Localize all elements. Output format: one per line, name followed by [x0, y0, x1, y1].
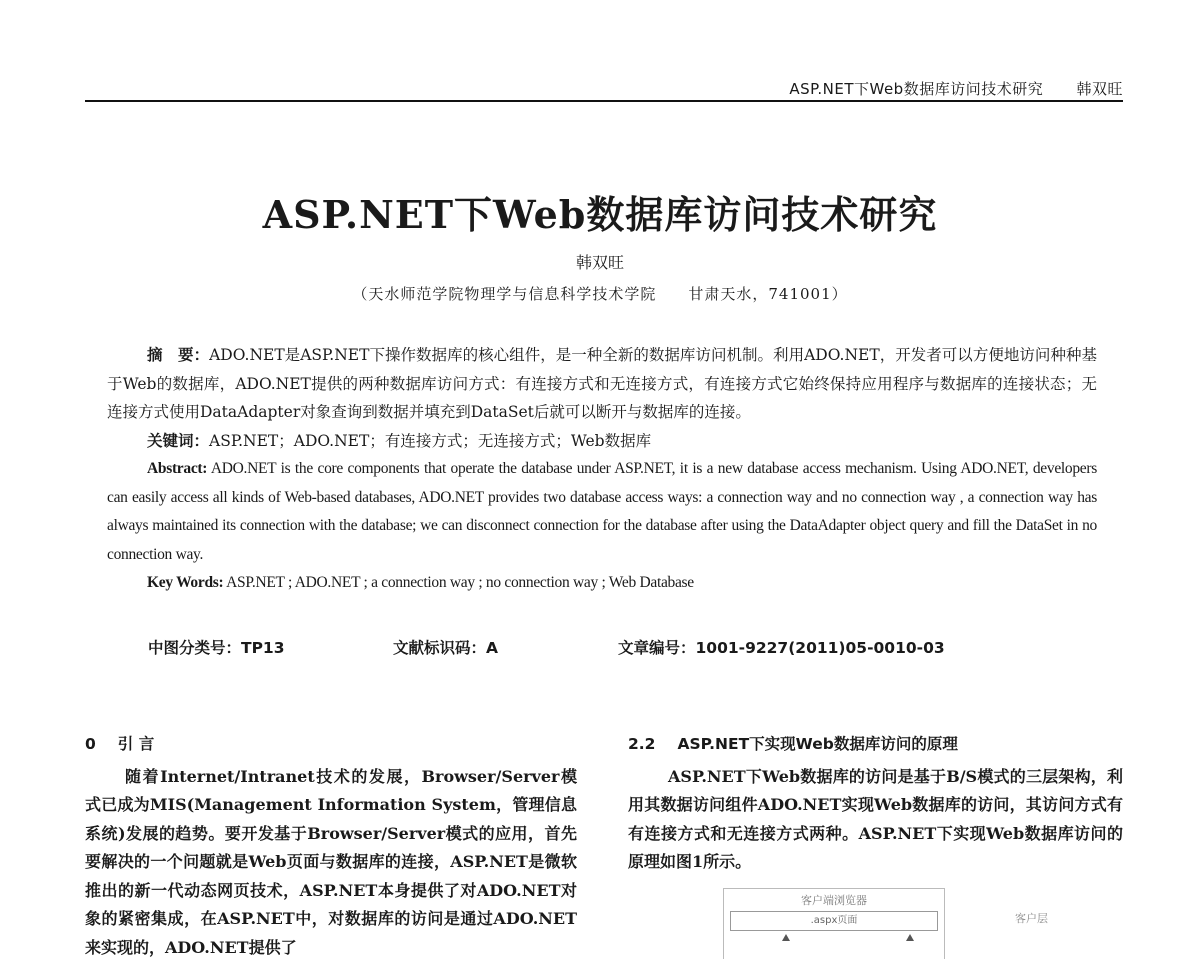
- section-0-number: 0: [85, 735, 96, 753]
- running-head-title: ASP.NET下Web数据库访问技术研究: [789, 80, 1043, 98]
- paper-title: ASP.NET下Web数据库访问技术研究: [0, 184, 1200, 239]
- figure-browser-label: 客户端浏览器: [724, 892, 944, 908]
- affiliation: （天水师范学院物理学与信息科学技术学院 甘肃天水，741001）: [0, 283, 1200, 304]
- abstract-block: [107, 341, 1097, 598]
- section-0-title: 引 言: [118, 735, 154, 753]
- abstract-zh-label: 摘 要：: [147, 345, 209, 364]
- running-head-author: 韩双旺: [1076, 80, 1123, 98]
- keywords-zh-text: ASP.NET；ADO.NET；有连接方式；无连接方式；Web数据库: [209, 432, 651, 450]
- keywords-zh-label: 关键词：: [147, 431, 209, 450]
- author-name: 韩双旺: [0, 250, 1200, 273]
- header-rule: [85, 100, 1123, 102]
- up-arrow-icon: [906, 934, 914, 941]
- section-2-2-title: ASP.NET下实现Web数据库访问的原理: [677, 735, 957, 753]
- keywords-en-label: Key Words:: [147, 574, 223, 591]
- up-arrow-icon: [782, 934, 790, 941]
- abstract-en: [107, 455, 1097, 569]
- section-2-2-heading: [628, 730, 1123, 759]
- abstract-zh-text: ADO.NET是ASP.NET下操作数据库的核心组件，是一种全新的数据库访问机制。利用ADO.NET，开发者可以方便地访问种种基于Web的数据库，ADO.NET提供的两种数据库访问方式：有连接方式和无连接方式，有连接方式它始终保持应用程序与数据库的连接状态；无连接方式使用DataAdapter对象查询到数据并填充到DataSet后就可以断开与数据库的连接。: [107, 346, 1097, 421]
- left-column: [85, 730, 577, 962]
- figure-aspx-page-box: .aspx页面: [730, 911, 938, 931]
- article-number: 文章编号：1001-9227(2011)05-0010-03: [618, 636, 945, 658]
- running-head: [85, 78, 1123, 99]
- right-column: [628, 730, 1123, 877]
- keywords-zh: [107, 427, 1097, 456]
- figure-1-diagram: [723, 888, 945, 959]
- abstract-en-text: ADO.NET is the core components that operate the database under ASP.NET, it is a new database access mechanism. Using ADO.NET, developers can easily access all kinds of Web-based databases, ADO.NET provides two database access ways: a connection way and no connection way , a connection way has always maintained its connection with the database; we can disconnect connection for the database after using the DataAdapter object query and fill the DataSet in no connection way.: [107, 460, 1097, 563]
- classification-line: [148, 636, 1048, 658]
- section-0-heading: [85, 730, 577, 759]
- keywords-en: [107, 569, 1097, 598]
- abstract-zh: [107, 341, 1097, 427]
- clc-number: 中图分类号：TP13: [148, 636, 393, 658]
- document-code: 文献标识码：A: [393, 636, 618, 658]
- keywords-en-text: ASP.NET ; ADO.NET ; a connection way ; no connection way ; Web Database: [226, 574, 694, 591]
- section-2-2-number: 2.2: [628, 735, 655, 753]
- abstract-en-label: Abstract:: [147, 460, 207, 477]
- figure-client-tier-label: 客户层: [1015, 910, 1048, 926]
- section-0-body: 随着Internet/Intranet技术的发展，Browser/Server模式已成为MIS(Management Information System，管理信息系统)发展的趋势。要开发基于Browser/Server模式的应用，首先要解决的一个问题就是Web页面与数据库的连接，ASP.NET是微软推出的新一代动态网页技术，ASP.NET本身提供了对ADO.NET对象的紧密集成，在ASP.NET中，对数据库的访问是通过ADO.NET来实现的，ADO.NET提供了: [85, 763, 577, 962]
- section-2-2-body: ASP.NET下Web数据库的访问是基于B/S模式的三层架构，利用其数据访问组件ADO.NET实现Web数据库的访问，其访问方式有有连接方式和无连接方式两种。ASP.NET下实现Web数据库访问的原理如图1所示。: [628, 763, 1123, 877]
